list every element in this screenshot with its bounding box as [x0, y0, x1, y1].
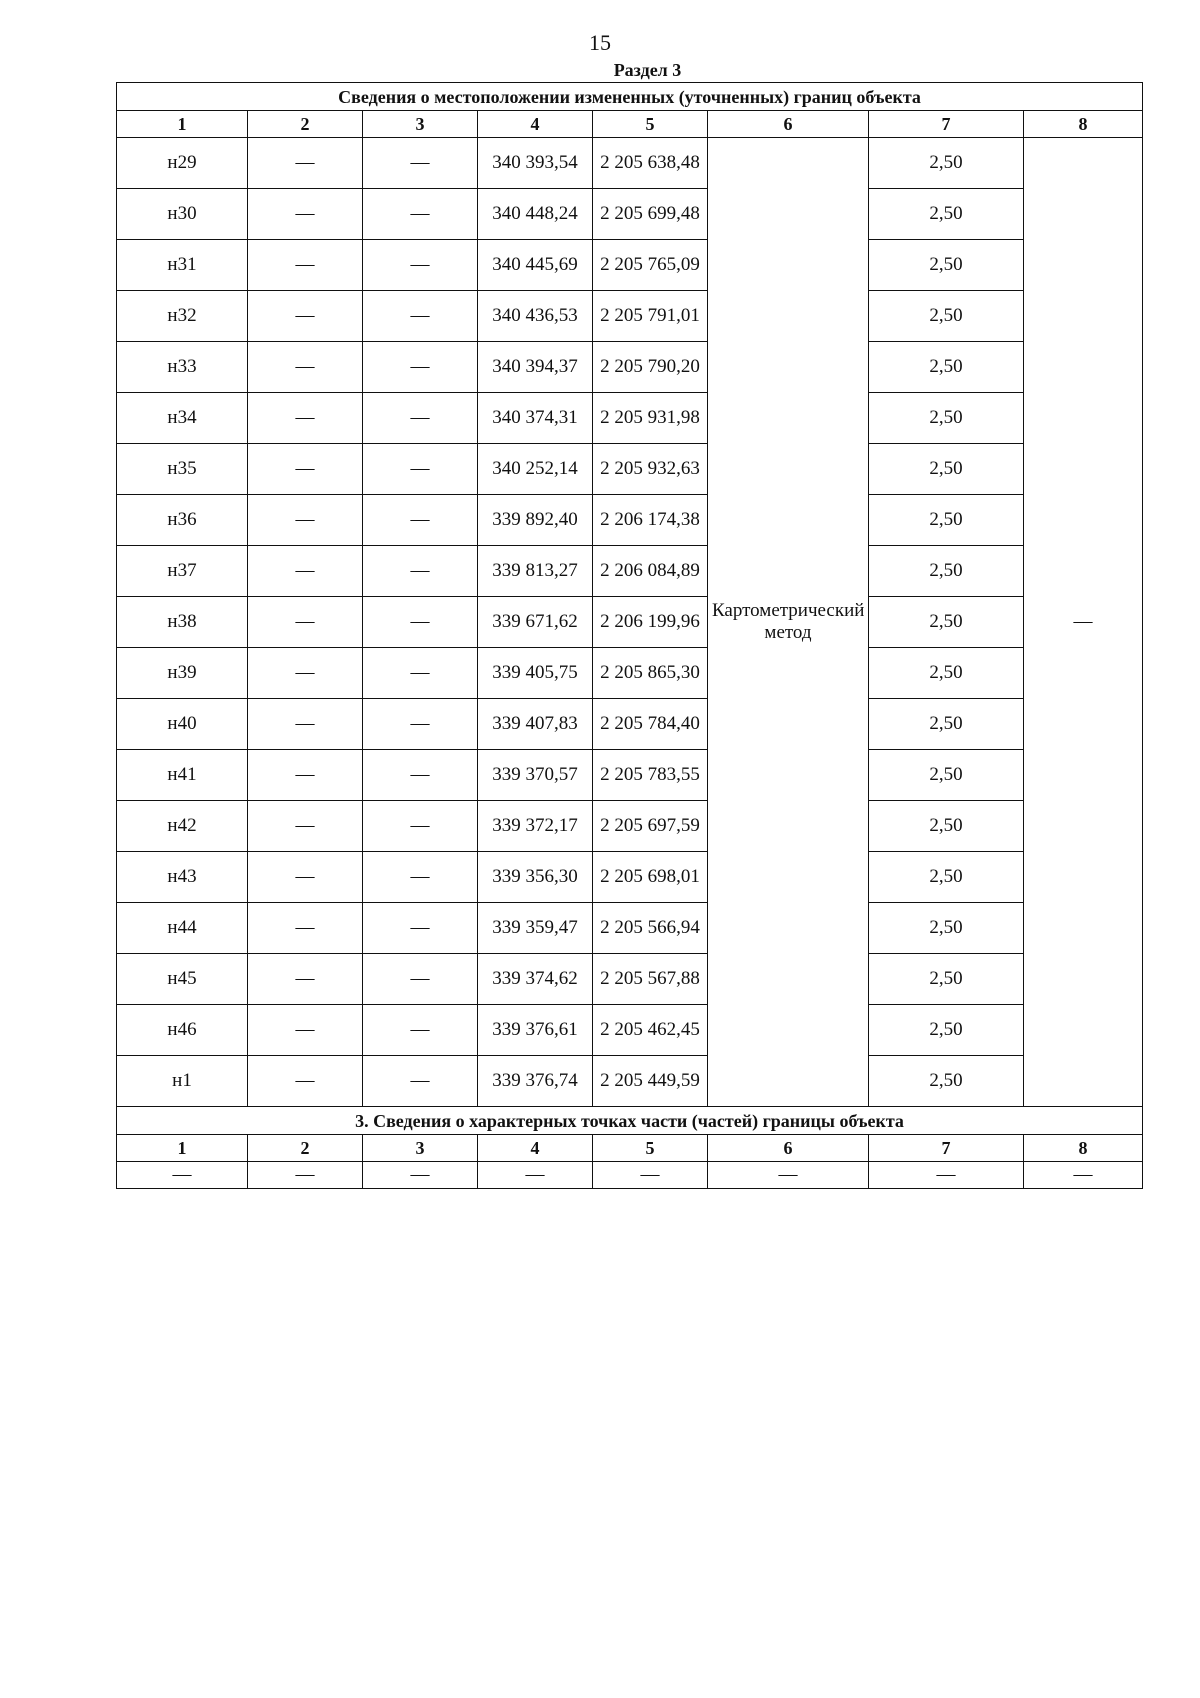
- accuracy-cell: 2,50: [869, 393, 1024, 444]
- col2-cell: —: [248, 597, 363, 648]
- x-coordinate-cell: 339 813,27: [478, 546, 593, 597]
- y-coordinate-cell: 2 205 783,55: [593, 750, 708, 801]
- col2-cell: —: [248, 699, 363, 750]
- empty-cell: —: [248, 1162, 363, 1189]
- accuracy-cell: 2,50: [869, 903, 1024, 954]
- col3-cell: —: [363, 546, 478, 597]
- x-coordinate-cell: 340 374,31: [478, 393, 593, 444]
- y-coordinate-cell: 2 205 638,48: [593, 138, 708, 189]
- accuracy-cell: 2,50: [869, 699, 1024, 750]
- col8-cell: —: [1024, 138, 1143, 1107]
- y-coordinate-cell: 2 205 698,01: [593, 852, 708, 903]
- table-row: [117, 1005, 1143, 1056]
- col2-cell: —: [248, 240, 363, 291]
- x-coordinate-cell: 339 892,40: [478, 495, 593, 546]
- y-coordinate-cell: 2 205 931,98: [593, 393, 708, 444]
- x-coordinate-cell: 339 372,17: [478, 801, 593, 852]
- x-coordinate-cell: 339 376,74: [478, 1056, 593, 1107]
- col3-cell: —: [363, 903, 478, 954]
- point-name-cell: н35: [117, 444, 248, 495]
- y-coordinate-cell: 2 205 699,48: [593, 189, 708, 240]
- col3-cell: —: [363, 801, 478, 852]
- point-name-cell: н37: [117, 546, 248, 597]
- col2-cell: —: [248, 954, 363, 1005]
- col3-cell: —: [363, 1056, 478, 1107]
- col3-cell: —: [363, 291, 478, 342]
- column-header: 7: [869, 1135, 1024, 1162]
- accuracy-cell: 2,50: [869, 240, 1024, 291]
- col2-cell: —: [248, 648, 363, 699]
- point-name-cell: н44: [117, 903, 248, 954]
- empty-cell: —: [478, 1162, 593, 1189]
- accuracy-cell: 2,50: [869, 189, 1024, 240]
- table-row: [117, 342, 1143, 393]
- table-row: [117, 954, 1143, 1005]
- col3-cell: —: [363, 648, 478, 699]
- col2-cell: —: [248, 1005, 363, 1056]
- column-header: 1: [117, 1135, 248, 1162]
- column-header: 3: [363, 1135, 478, 1162]
- column-header: 5: [593, 1135, 708, 1162]
- column-header: 4: [478, 1135, 593, 1162]
- y-coordinate-cell: 2 205 449,59: [593, 1056, 708, 1107]
- table-row: [117, 903, 1143, 954]
- table-row: [117, 444, 1143, 495]
- col3-cell: —: [363, 750, 478, 801]
- part-caption: 3. Сведения о характерных точках части (частей) границы объекта: [117, 1107, 1143, 1135]
- x-coordinate-cell: 339 407,83: [478, 699, 593, 750]
- point-name-cell: н46: [117, 1005, 248, 1056]
- column-header: 2: [248, 1135, 363, 1162]
- col3-cell: —: [363, 699, 478, 750]
- accuracy-cell: 2,50: [869, 546, 1024, 597]
- y-coordinate-cell: 2 205 790,20: [593, 342, 708, 393]
- col3-cell: —: [363, 495, 478, 546]
- point-name-cell: н1: [117, 1056, 248, 1107]
- column-header: 4: [478, 111, 593, 138]
- col2-cell: —: [248, 138, 363, 189]
- point-name-cell: н41: [117, 750, 248, 801]
- column-header: 8: [1024, 1135, 1143, 1162]
- empty-cell: —: [363, 1162, 478, 1189]
- accuracy-cell: 2,50: [869, 954, 1024, 1005]
- col3-cell: —: [363, 444, 478, 495]
- column-header: 2: [248, 111, 363, 138]
- col2-cell: —: [248, 750, 363, 801]
- x-coordinate-cell: 340 448,24: [478, 189, 593, 240]
- x-coordinate-cell: 340 393,54: [478, 138, 593, 189]
- x-coordinate-cell: 340 252,14: [478, 444, 593, 495]
- col3-cell: —: [363, 852, 478, 903]
- empty-cell: —: [869, 1162, 1024, 1189]
- point-name-cell: н42: [117, 801, 248, 852]
- table-caption: Сведения о местоположении измененных (уточненных) границ объекта: [117, 83, 1143, 111]
- table-row: [117, 597, 1143, 648]
- col2-cell: —: [248, 393, 363, 444]
- accuracy-cell: 2,50: [869, 852, 1024, 903]
- table-row: [117, 852, 1143, 903]
- x-coordinate-cell: 339 405,75: [478, 648, 593, 699]
- point-name-cell: н45: [117, 954, 248, 1005]
- accuracy-cell: 2,50: [869, 1005, 1024, 1056]
- table-row: [117, 648, 1143, 699]
- x-coordinate-cell: 339 359,47: [478, 903, 593, 954]
- y-coordinate-cell: 2 205 566,94: [593, 903, 708, 954]
- table-row: [117, 495, 1143, 546]
- col2-cell: —: [248, 291, 363, 342]
- x-coordinate-cell: 339 374,62: [478, 954, 593, 1005]
- column-header: 7: [869, 111, 1024, 138]
- accuracy-cell: 2,50: [869, 444, 1024, 495]
- y-coordinate-cell: 2 205 697,59: [593, 801, 708, 852]
- x-coordinate-cell: 339 356,30: [478, 852, 593, 903]
- y-coordinate-cell: 2 206 084,89: [593, 546, 708, 597]
- point-name-cell: н33: [117, 342, 248, 393]
- column-header: 8: [1024, 111, 1143, 138]
- table-row: [117, 240, 1143, 291]
- table-row: [117, 801, 1143, 852]
- point-name-cell: н31: [117, 240, 248, 291]
- table-row: [117, 291, 1143, 342]
- page-number: 15: [589, 30, 611, 55]
- x-coordinate-cell: 340 436,53: [478, 291, 593, 342]
- accuracy-cell: 2,50: [869, 291, 1024, 342]
- column-header: 1: [117, 111, 248, 138]
- col2-cell: —: [248, 852, 363, 903]
- x-coordinate-cell: 339 376,61: [478, 1005, 593, 1056]
- col2-cell: —: [248, 495, 363, 546]
- table-row: [117, 699, 1143, 750]
- column-header: 6: [708, 111, 869, 138]
- empty-cell: —: [117, 1162, 248, 1189]
- section-title: Раздел 3: [613, 60, 682, 80]
- point-name-cell: н30: [117, 189, 248, 240]
- method-cell: Картометрический метод: [708, 138, 869, 1107]
- accuracy-cell: 2,50: [869, 801, 1024, 852]
- table-row: [117, 393, 1143, 444]
- col3-cell: —: [363, 597, 478, 648]
- accuracy-cell: 2,50: [869, 1056, 1024, 1107]
- col3-cell: —: [363, 240, 478, 291]
- point-name-cell: н40: [117, 699, 248, 750]
- col2-cell: —: [248, 1056, 363, 1107]
- accuracy-cell: 2,50: [869, 597, 1024, 648]
- y-coordinate-cell: 2 205 567,88: [593, 954, 708, 1005]
- point-name-cell: н43: [117, 852, 248, 903]
- point-name-cell: н39: [117, 648, 248, 699]
- col3-cell: —: [363, 342, 478, 393]
- y-coordinate-cell: 2 205 865,30: [593, 648, 708, 699]
- accuracy-cell: 2,50: [869, 138, 1024, 189]
- accuracy-cell: 2,50: [869, 342, 1024, 393]
- column-header: 3: [363, 111, 478, 138]
- y-coordinate-cell: 2 206 174,38: [593, 495, 708, 546]
- y-coordinate-cell: 2 205 784,40: [593, 699, 708, 750]
- accuracy-cell: 2,50: [869, 648, 1024, 699]
- col2-cell: —: [248, 903, 363, 954]
- boundary-points-table: [116, 82, 1143, 1189]
- point-name-cell: н38: [117, 597, 248, 648]
- x-coordinate-cell: 340 394,37: [478, 342, 593, 393]
- table-row: [117, 138, 1143, 189]
- column-header: 5: [593, 111, 708, 138]
- column-header: 6: [708, 1135, 869, 1162]
- point-name-cell: н29: [117, 138, 248, 189]
- col3-cell: —: [363, 189, 478, 240]
- col3-cell: —: [363, 1005, 478, 1056]
- table-row: [117, 546, 1143, 597]
- table-row: [117, 1162, 1143, 1189]
- col2-cell: —: [248, 444, 363, 495]
- point-name-cell: н32: [117, 291, 248, 342]
- col2-cell: —: [248, 189, 363, 240]
- y-coordinate-cell: 2 205 462,45: [593, 1005, 708, 1056]
- y-coordinate-cell: 2 205 791,01: [593, 291, 708, 342]
- point-name-cell: н36: [117, 495, 248, 546]
- table-row: [117, 1056, 1143, 1107]
- y-coordinate-cell: 2 206 199,96: [593, 597, 708, 648]
- accuracy-cell: 2,50: [869, 495, 1024, 546]
- x-coordinate-cell: 339 671,62: [478, 597, 593, 648]
- accuracy-cell: 2,50: [869, 750, 1024, 801]
- point-name-cell: н34: [117, 393, 248, 444]
- table-row: [117, 189, 1143, 240]
- empty-cell: —: [1024, 1162, 1143, 1189]
- y-coordinate-cell: 2 205 765,09: [593, 240, 708, 291]
- table-row: [117, 750, 1143, 801]
- x-coordinate-cell: 340 445,69: [478, 240, 593, 291]
- col3-cell: —: [363, 393, 478, 444]
- x-coordinate-cell: 339 370,57: [478, 750, 593, 801]
- empty-cell: —: [708, 1162, 869, 1189]
- col3-cell: —: [363, 954, 478, 1005]
- col2-cell: —: [248, 546, 363, 597]
- col3-cell: —: [363, 138, 478, 189]
- col2-cell: —: [248, 801, 363, 852]
- empty-cell: —: [593, 1162, 708, 1189]
- y-coordinate-cell: 2 205 932,63: [593, 444, 708, 495]
- col2-cell: —: [248, 342, 363, 393]
